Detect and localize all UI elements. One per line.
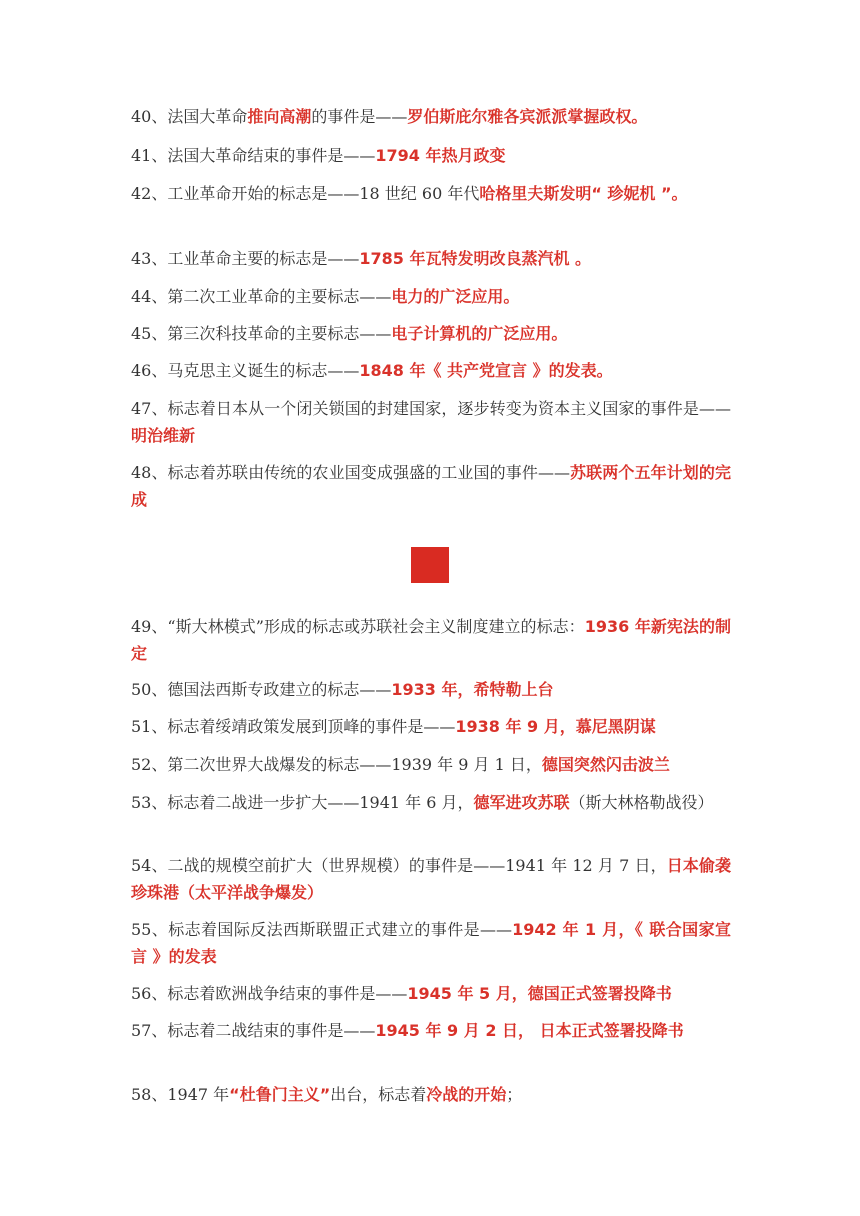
text-segment: 56、标志着欧洲战争结束的事件是—— [131,984,408,1003]
text-segment: 47、标志着日本从一个闭关锁国的封建国家，逐步转变为资本主义国家的事件是—— [131,399,731,418]
item-41 [131,142,731,169]
highlight-segment: 1933 年，希特勒上台 [391,680,554,699]
text-segment: 51、标志着绥靖政策发展到顶峰的事件是—— [131,717,456,736]
item-44 [131,283,731,310]
highlight-segment: 电子计算机的广泛应用。 [391,324,568,343]
highlight-segment: 1848 年《 共产党宣言 》的发表。 [359,361,613,380]
item-48 [131,459,731,513]
text-segment: 40、法国大革命 [131,107,248,126]
item-46 [131,357,731,384]
text-segment: 的事件是—— [311,107,408,126]
highlight-segment: 1794 年热月政变 [375,146,506,165]
highlight-segment: “杜鲁门主义” [229,1085,331,1104]
item-52 [131,751,731,778]
item-42 [131,180,731,207]
highlight-segment: 冷战的开始 [426,1085,507,1104]
text-segment: （斯大林格勒战役） [569,793,714,812]
text-segment: 43、工业革命主要的标志是—— [131,249,360,268]
highlight-segment: 1945 年 9 月 2 日， 日本正式签署投降书 [375,1021,684,1040]
item-40 [131,103,731,130]
highlight-segment: 推向高潮 [247,107,312,126]
item-45 [131,320,731,347]
highlight-segment: 1942 年 1 月，《 联合国家宣言 》的发表 [131,920,731,966]
highlight-segment: 苏联两个五年计划的完成 [131,463,731,509]
item-53 [131,789,731,816]
text-segment: 42、工业革命开始的标志是——18 世纪 60 年代 [131,184,480,203]
item-57 [131,1017,731,1044]
item-55 [131,916,731,970]
highlight-segment: 1785 年瓦特发明改良蒸汽机 。 [359,249,592,268]
text-segment: 50、德国法西斯专政建立的标志—— [131,680,392,699]
text-segment: 55、标志着国际反法西斯联盟正式建立的事件是—— [131,920,513,939]
item-50 [131,676,731,703]
item-58 [131,1081,731,1108]
text-segment: ； [506,1085,523,1104]
text-segment: 出台，标志着 [330,1085,427,1104]
highlight-segment: 德军进攻苏联 [473,793,570,812]
item-56 [131,980,731,1007]
highlight-segment: 1936 年新宪法的制定 [131,617,731,663]
item-51 [131,713,731,740]
highlight-segment: 电力的广泛应用。 [391,287,520,306]
text-segment: 53、标志着二战进一步扩大——1941 年 6 月， [131,793,474,812]
highlight-segment: 罗伯斯庇尔雅各宾派派掌握政权。 [407,107,648,126]
highlight-segment: 德国突然闪击波兰 [541,755,670,774]
text-segment: 54、二战的规模空前扩大（世界规模）的事件是——1941 年 12 月 7 日， [131,856,667,875]
text-segment: 41、法国大革命结束的事件是—— [131,146,376,165]
item-49 [131,613,731,667]
text-segment: 57、标志着二战结束的事件是—— [131,1021,376,1040]
item-54 [131,852,731,906]
text-segment: 45、第三次科技革命的主要标志—— [131,324,392,343]
highlight-segment: 哈格里夫斯发明“ 珍妮机 ”。 [479,184,688,203]
text-segment: 52、第二次世界大战爆发的标志——1939 年 9 月 1 日， [131,755,542,774]
text-segment: 44、第二次工业革命的主要标志—— [131,287,392,306]
highlight-segment: 日本偷袭珍珠港（太平洋战争爆发） [131,856,731,902]
text-segment: 49、“斯大林模式”形成的标志或苏联社会主义制度建立的标志： [131,617,585,636]
item-47 [131,395,731,449]
highlight-segment: 明治维新 [131,426,196,445]
text-segment: 58、1947 年 [131,1085,230,1104]
text-segment: 46、马克思主义诞生的标志—— [131,361,360,380]
item-43 [131,245,731,272]
highlight-segment: 1945 年 5 月，德国正式签署投降书 [407,984,672,1003]
section-divider-square [411,547,449,583]
highlight-segment: 1938 年 9 月，慕尼黑阴谋 [455,717,656,736]
text-segment: 48、标志着苏联由传统的农业国变成强盛的工业国的事件—— [131,463,570,482]
